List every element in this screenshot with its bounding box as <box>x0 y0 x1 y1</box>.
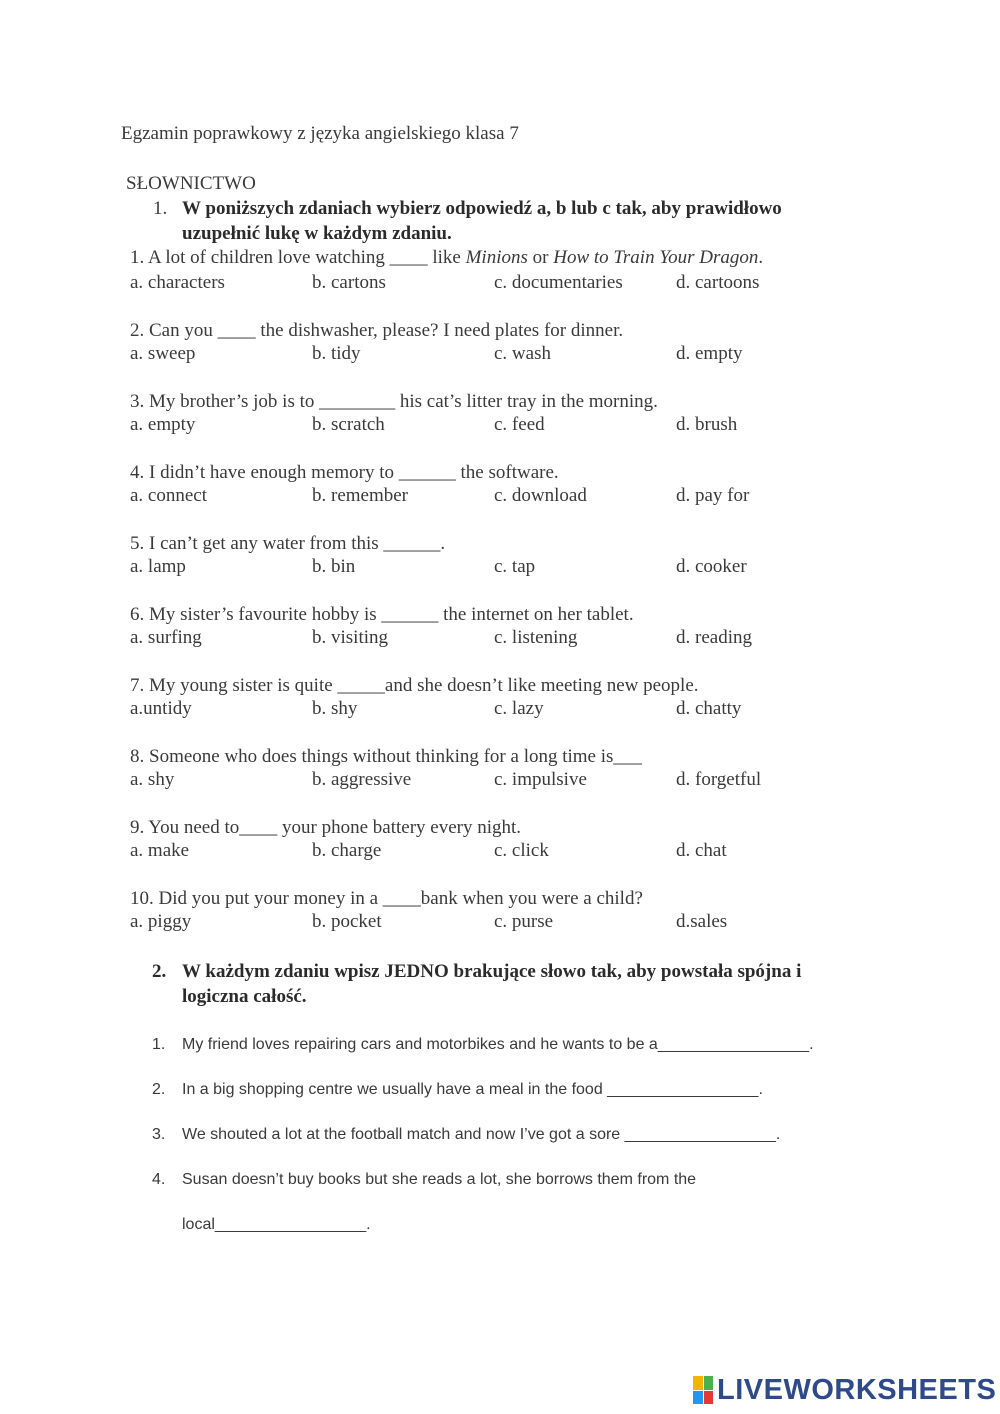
question-6: 6. My sister’s favourite hobby is ______ the internet on her tablet. <box>130 604 634 625</box>
option-a[interactable]: a. sweep <box>130 343 196 364</box>
question-1-title-minions: Minions <box>465 247 528 268</box>
fill-item-3-number: 3. <box>152 1126 166 1143</box>
option-b[interactable]: b. charge <box>312 840 382 861</box>
question-1-mid: or <box>527 247 554 268</box>
fill-item-3[interactable]: We shouted a lot at the football match and now I’ve got a sore _________________. <box>182 1126 781 1143</box>
option-a[interactable]: a. make <box>130 840 190 861</box>
option-a[interactable]: a.untidy <box>130 698 192 719</box>
question-6-options <box>130 627 930 651</box>
question-8: 8. Someone who does things without thinking for a long time is___ <box>130 746 642 767</box>
option-c[interactable]: c. documentaries <box>494 272 623 293</box>
option-a[interactable]: a. surfing <box>130 627 202 648</box>
option-d[interactable]: d. brush <box>676 414 738 435</box>
option-b[interactable]: b. pocket <box>312 911 382 932</box>
option-c[interactable]: c. click <box>494 840 549 861</box>
option-c[interactable]: c. lazy <box>494 698 544 719</box>
option-b[interactable]: b. tidy <box>312 343 361 364</box>
fill-item-1-number: 1. <box>152 1036 166 1053</box>
question-8-options <box>130 769 930 793</box>
fill-item-4: Susan doesn’t buy books but she reads a lot, she borrows them from the <box>182 1171 697 1188</box>
question-1-title-dragon: How to Train Your Dragon <box>553 247 759 268</box>
option-a[interactable]: a. empty <box>130 414 196 435</box>
option-b[interactable]: b. bin <box>312 556 356 577</box>
option-b[interactable]: b. cartons <box>312 272 386 293</box>
task1-number: 1. <box>153 198 168 219</box>
option-a[interactable]: a. lamp <box>130 556 186 577</box>
question-9-options <box>130 840 930 864</box>
option-d[interactable]: d. chat <box>676 840 727 861</box>
option-d[interactable]: d. cartoons <box>676 272 760 293</box>
task1-instruction-line1: W poniższych zdaniach wybierz odpowiedź a, b lub c tak, aby prawidłowo <box>182 198 782 219</box>
option-b[interactable]: b. remember <box>312 485 409 506</box>
question-10-options <box>130 911 930 935</box>
question-4-options <box>130 485 930 509</box>
task2-number: 2. <box>152 961 167 982</box>
option-d[interactable]: d. empty <box>676 343 743 364</box>
option-b[interactable]: b. visiting <box>312 627 389 648</box>
option-c[interactable]: c. impulsive <box>494 769 587 790</box>
page-title: Egzamin poprawkowy z języka angielskiego klasa 7 <box>121 123 519 144</box>
question-9: 9. You need to____ your phone battery every night. <box>130 817 522 838</box>
option-c[interactable]: c. wash <box>494 343 551 364</box>
option-d[interactable]: d. pay for <box>676 485 750 506</box>
fill-item-4-continuation[interactable]: local_________________. <box>182 1216 371 1233</box>
fill-item-2[interactable]: In a big shopping centre we usually have a meal in the food _________________. <box>182 1081 763 1098</box>
question-2-options <box>130 343 930 367</box>
option-c[interactable]: c. listening <box>494 627 578 648</box>
option-c[interactable]: c. feed <box>494 414 545 435</box>
question-2: 2. Can you ____ the dishwasher, please? I need plates for dinner. <box>130 320 624 341</box>
option-d[interactable]: d. reading <box>676 627 752 648</box>
task2-instruction-line1: W każdym zdaniu wpisz JEDNO brakujące słowo tak, aby powstała spójna i <box>182 961 802 982</box>
fill-item-1[interactable]: My friend loves repairing cars and motorbikes and he wants to be a_________________. <box>182 1036 814 1053</box>
option-b[interactable]: b. aggressive <box>312 769 412 790</box>
question-5: 5. I can’t get any water from this ______. <box>130 533 446 554</box>
question-1-suffix: . <box>758 247 764 268</box>
question-1-options <box>130 272 930 296</box>
question-3: 3. My brother’s job is to ________ his cat’s litter tray in the morning. <box>130 391 658 412</box>
task1-instruction-line2: uzupełnić lukę w każdym zdaniu. <box>182 223 452 244</box>
option-a[interactable]: a. connect <box>130 485 208 506</box>
option-b[interactable]: b. shy <box>312 698 358 719</box>
option-d[interactable]: d.sales <box>676 911 728 932</box>
question-4: 4. I didn’t have enough memory to ______ the software. <box>130 462 559 483</box>
question-10: 10. Did you put your money in a ____bank when you were a child? <box>130 888 643 909</box>
option-c[interactable]: c. download <box>494 485 587 506</box>
option-d[interactable]: d. chatty <box>676 698 742 719</box>
option-d[interactable]: d. cooker <box>676 556 747 577</box>
fill-item-2-number: 2. <box>152 1081 166 1098</box>
liveworksheets-logo <box>693 1373 996 1407</box>
option-d[interactable]: d. forgetful <box>676 769 762 790</box>
option-c[interactable]: c. tap <box>494 556 536 577</box>
question-1-prefix: 1. A lot of children love watching ____ like <box>130 247 466 268</box>
section-heading: SŁOWNICTWO <box>126 173 256 194</box>
question-3-options <box>130 414 930 438</box>
question-1 <box>130 247 763 269</box>
option-a[interactable]: a. characters <box>130 272 225 293</box>
question-5-options <box>130 556 930 580</box>
option-a[interactable]: a. piggy <box>130 911 192 932</box>
question-7: 7. My young sister is quite _____and she doesn’t like meeting new people. <box>130 675 699 696</box>
task2-instruction-line2: logiczna całość. <box>182 986 307 1007</box>
logo-badge-icon <box>693 1376 713 1404</box>
option-a[interactable]: a. shy <box>130 769 175 790</box>
question-7-options <box>130 698 930 722</box>
brand-name: LIVEWORKSHEETS <box>717 1373 997 1406</box>
option-b[interactable]: b. scratch <box>312 414 385 435</box>
option-c[interactable]: c. purse <box>494 911 554 932</box>
fill-item-4-number: 4. <box>152 1171 166 1188</box>
